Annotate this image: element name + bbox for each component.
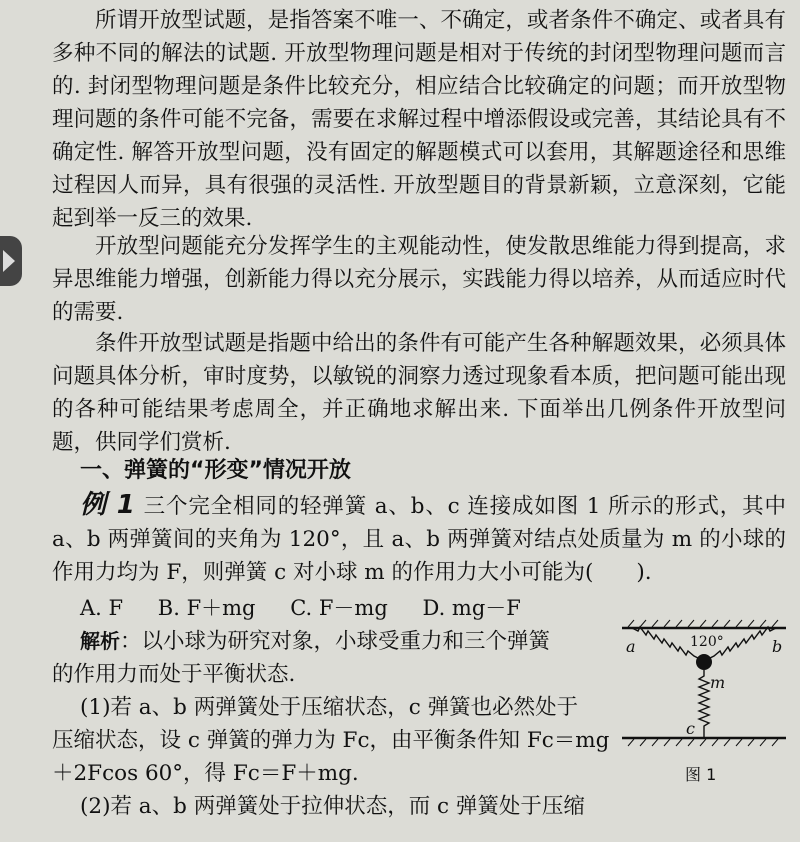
page-turn-tab[interactable] [0, 236, 22, 286]
mass-ball [696, 654, 712, 670]
label-c: c [686, 719, 695, 738]
solution-line-4: 压缩状态，设 c 弹簧的弹力为 Fc，由平衡条件知 Fc＝mg [52, 728, 610, 753]
solution-line-6: (2)若 a、b 两弹簧处于拉伸状态，而 c 弹簧处于压缩 [80, 794, 585, 819]
label-a: a [626, 637, 636, 656]
solution-line-1 [80, 625, 620, 658]
ceiling-hatch [628, 620, 778, 627]
arrow-right-icon [3, 250, 15, 272]
option-c: C. F－mg [290, 596, 388, 620]
solution-label: 解析 [80, 629, 120, 653]
option-d: D. mg－F [422, 596, 521, 620]
section-heading: 一、弹簧的“形变”情况开放 [80, 458, 351, 483]
example-1 [52, 489, 786, 589]
label-m: m [710, 673, 726, 692]
paragraph-benefits: 开放型问题能充分发挥学生的主观能动性，使发散思维能力得到提高，求异思维能力增强，创新能力得以充分展示，实践能力得以培养，从而适应时代的需要. [52, 234, 786, 325]
solution-line-3: (1)若 a、b 两弹簧处于压缩状态，c 弹簧也必然处于 [80, 695, 579, 720]
answer-options [80, 592, 549, 625]
angle-label: 120° [690, 634, 724, 650]
figure-caption: 图 1 [685, 765, 717, 784]
option-b: B. F＋mg [157, 596, 256, 620]
solution-line-1-text: ：以小球为研究对象，小球受重力和三个弹簧 [120, 629, 551, 654]
solution-line-2: 的作用力而处于平衡状态. [52, 662, 296, 687]
paragraph-intro: 所谓开放型试题，是指答案不唯一、不确定，或者条件不确定、或者具有多种不同的解法的试题. 开放型物理问题是相对于传统的封闭型物理问题而言的. 封闭型物理问题是条件比较充分，相应结合比较确定的问题；而开放型物理问题的条件可能不完备，需要在求解过程中增添假设或完善，其结论具有不确定性. 解答开放型问题，没有固定的解题模式可以套用，其解题途径和思维过程因人而异，具有很强的灵活性. 开放型题目的背景新颖，立意深刻，它能起到举一反三的效果. [52, 8, 786, 231]
example-label: 例 1 [80, 490, 135, 520]
solution-line-5: ＋2Fcos 60°，得 Fc＝F＋mg. [52, 761, 359, 786]
option-a: A. F [80, 596, 124, 620]
floor-hatch [628, 739, 778, 746]
label-b: b [772, 637, 783, 656]
spring-c [699, 670, 709, 738]
paragraph-condition-open: 条件开放型试题是指题中给出的条件有可能产生各种解题效果，必须具体问题具体分析，审时度势，以敏锐的洞察力透过现象看本质，把问题可能出现的各种可能结果考虑周全，并正确地求解出来. 下面举出几例条件开放型问题，供同学们赏析. [52, 331, 786, 455]
example-text: 三个完全相同的轻弹簧 a、b、c 连接成如图 1 所示的形式，其中 a、b 两弹簧间的夹角为 120°，且 a、b 两弹簧对结点处质量为 m 的小球的作用力均为 F，则弹簧 c 对小球 m 的作用力大小可能为( ). [52, 494, 786, 585]
